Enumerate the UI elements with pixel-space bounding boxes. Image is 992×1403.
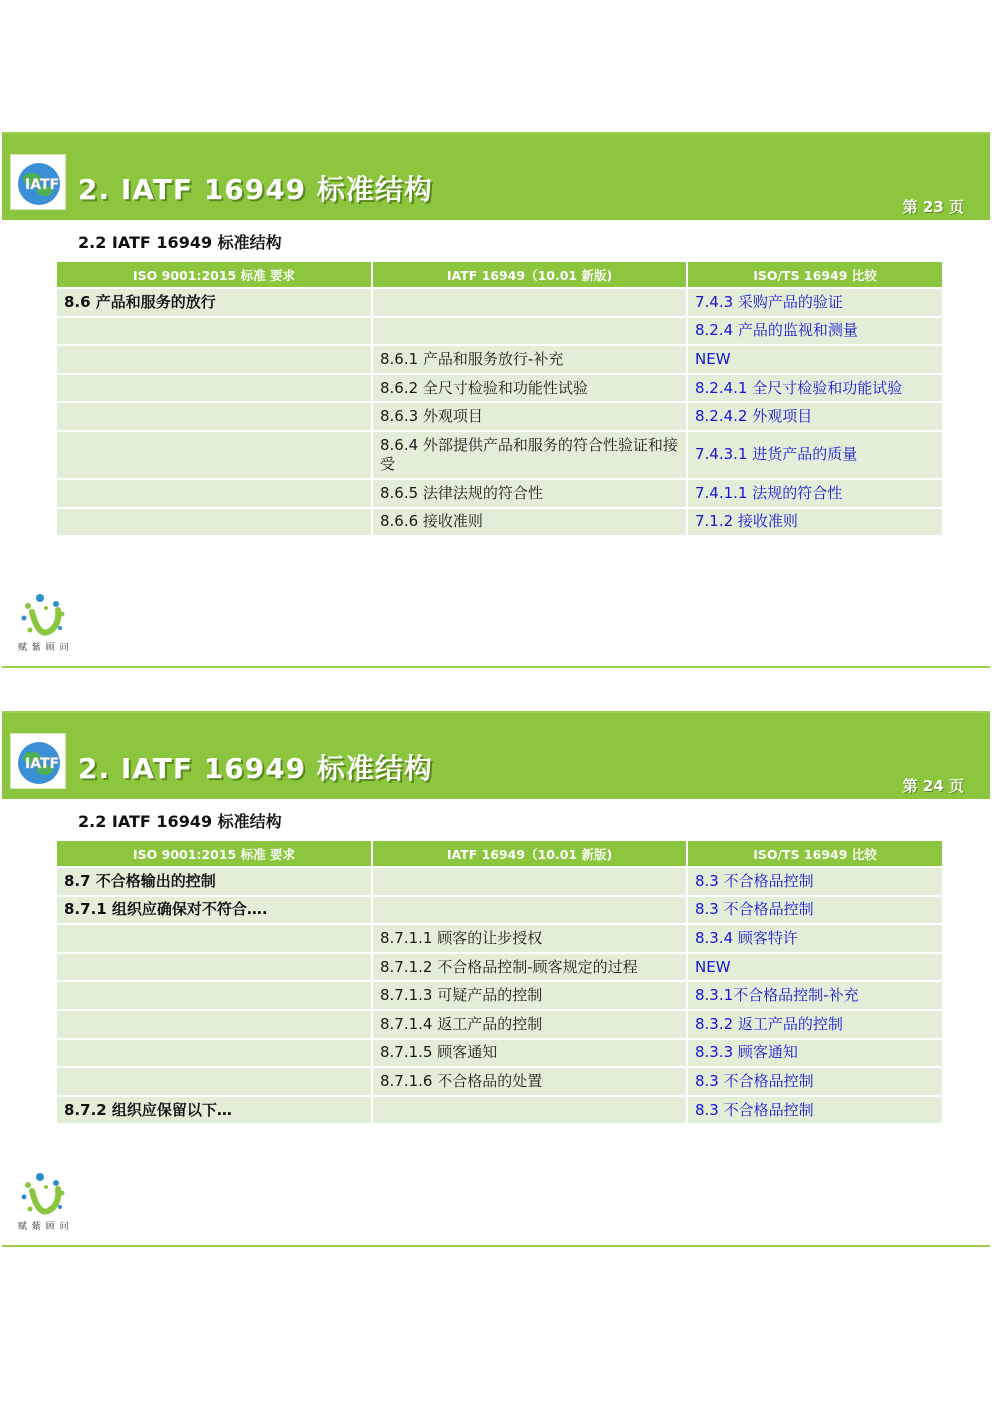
cell-isots-link[interactable]: 8.3.3 顾客通知 [687,1039,942,1068]
cell-requirement [57,1010,372,1039]
table-row [57,1039,942,1068]
cell-isots-link[interactable]: 8.3 不合格品控制 [687,896,942,925]
cell-requirement [57,1067,372,1096]
cell-isots-link[interactable]: 8.3 不合格品控制 [687,867,942,896]
header-iatf16949: IATF 16949（10.01 新版) [372,262,687,288]
cell-requirement [57,431,372,479]
footer-divider [2,1245,990,1247]
cell-iatf: 8.7.1.3 可疑产品的控制 [372,981,687,1010]
cell-requirement: 8.7 不合格输出的控制 [57,867,372,896]
table-row [57,981,942,1010]
table-row [57,924,942,953]
table-row [57,479,942,508]
slide-title: 2. IATF 16949 标准结构 [78,173,433,206]
cell-requirement [57,924,372,953]
page-number: 第 24 页 [902,777,964,795]
cell-requirement [57,402,372,431]
header-iso9001: ISO 9001:2015 标准 要求 [57,841,372,867]
cell-isots-link[interactable]: 7.4.3 采购产品的验证 [687,288,942,317]
cell-isots-link[interactable]: 8.2.4 产品的监视和测量 [687,317,942,346]
cell-iatf: 8.6.4 外部提供产品和服务的符合性验证和接受 [372,431,687,479]
cell-requirement: 8.7.2 组织应保留以下… [57,1096,372,1125]
header-isots16949: ISO/TS 16949 比较 [687,262,942,288]
header-iso9001: ISO 9001:2015 标准 要求 [57,262,372,288]
cell-iatf [372,896,687,925]
cell-iatf: 8.7.1.2 不合格品控制-顾客规定的过程 [372,953,687,982]
cell-iatf: 8.6.1 产品和服务放行-补充 [372,345,687,374]
cell-requirement [57,981,372,1010]
cell-isots-link[interactable]: 8.3.4 顾客特许 [687,924,942,953]
cell-requirement [57,508,372,537]
table-row [57,1096,942,1125]
svg-text:IATF: IATF [25,756,60,772]
slide-title: 2. IATF 16949 标准结构 [78,752,433,785]
table-header-row [57,841,942,867]
cell-iatf: 8.6.3 外观项目 [372,402,687,431]
cell-requirement [57,317,372,346]
table-row [57,896,942,925]
iatf-globe-icon [10,154,66,210]
company-people-logo [18,592,70,654]
cell-isots-link[interactable]: 8.3.2 返工产品的控制 [687,1010,942,1039]
cell-isots-link[interactable]: NEW [687,953,942,982]
company-name: 赋 紫 顾 问 [18,643,70,653]
header-isots16949: ISO/TS 16949 比较 [687,841,942,867]
cell-requirement [57,1039,372,1068]
table-row [57,867,942,896]
cell-iatf [372,317,687,346]
cell-iatf: 8.7.1.6 不合格品的处置 [372,1067,687,1096]
cell-isots-link[interactable]: NEW [687,345,942,374]
cell-iatf: 8.7.1.5 顾客通知 [372,1039,687,1068]
comparison-table [57,262,942,537]
header-iatf16949: IATF 16949（10.01 新版) [372,841,687,867]
cell-isots-link[interactable]: 7.1.2 接收准则 [687,508,942,537]
comparison-table [57,841,942,1125]
cell-requirement [57,479,372,508]
cell-iatf [372,867,687,896]
title-banner [2,132,990,220]
table-row [57,288,942,317]
cell-iatf: 8.7.1.1 顾客的让步授权 [372,924,687,953]
cell-iatf: 8.6.2 全尺寸检验和功能性试验 [372,374,687,403]
cell-isots-link[interactable]: 7.4.1.1 法规的符合性 [687,479,942,508]
table-row [57,402,942,431]
cell-requirement: 8.6 产品和服务的放行 [57,288,372,317]
cell-requirement [57,953,372,982]
table-row [57,374,942,403]
page-number: 第 23 页 [902,198,964,216]
table-row [57,1067,942,1096]
cell-requirement [57,345,372,374]
table-row [57,431,942,479]
cell-isots-link[interactable]: 8.3 不合格品控制 [687,1096,942,1125]
table-row [57,317,942,346]
cell-isots-link[interactable]: 8.2.4.2 外观项目 [687,402,942,431]
cell-iatf [372,1096,687,1125]
cell-requirement [57,374,372,403]
table-row [57,953,942,982]
section-subtitle: 2.2 IATF 16949 标准结构 [78,233,282,252]
cell-iatf: 8.7.1.4 返工产品的控制 [372,1010,687,1039]
cell-requirement: 8.7.1 组织应确保对不符合…. [57,896,372,925]
cell-iatf: 8.6.6 接收准则 [372,508,687,537]
cell-isots-link[interactable]: 7.4.3.1 进货产品的质量 [687,431,942,479]
cell-isots-link[interactable]: 8.3.1不合格品控制-补充 [687,981,942,1010]
cell-isots-link[interactable]: 8.2.4.1 全尺寸检验和功能试验 [687,374,942,403]
cell-isots-link[interactable]: 8.3 不合格品控制 [687,1067,942,1096]
footer-divider [2,666,990,668]
table-row [57,508,942,537]
table-row [57,345,942,374]
table-header-row [57,262,942,288]
title-banner [2,711,990,799]
iatf-globe-icon [10,733,66,789]
company-name: 赋 紫 顾 问 [18,1222,70,1232]
svg-text:IATF: IATF [25,177,60,193]
section-subtitle: 2.2 IATF 16949 标准结构 [78,812,282,831]
table-row [57,1010,942,1039]
cell-iatf [372,288,687,317]
company-people-logo [18,1171,70,1233]
cell-iatf: 8.6.5 法律法规的符合性 [372,479,687,508]
